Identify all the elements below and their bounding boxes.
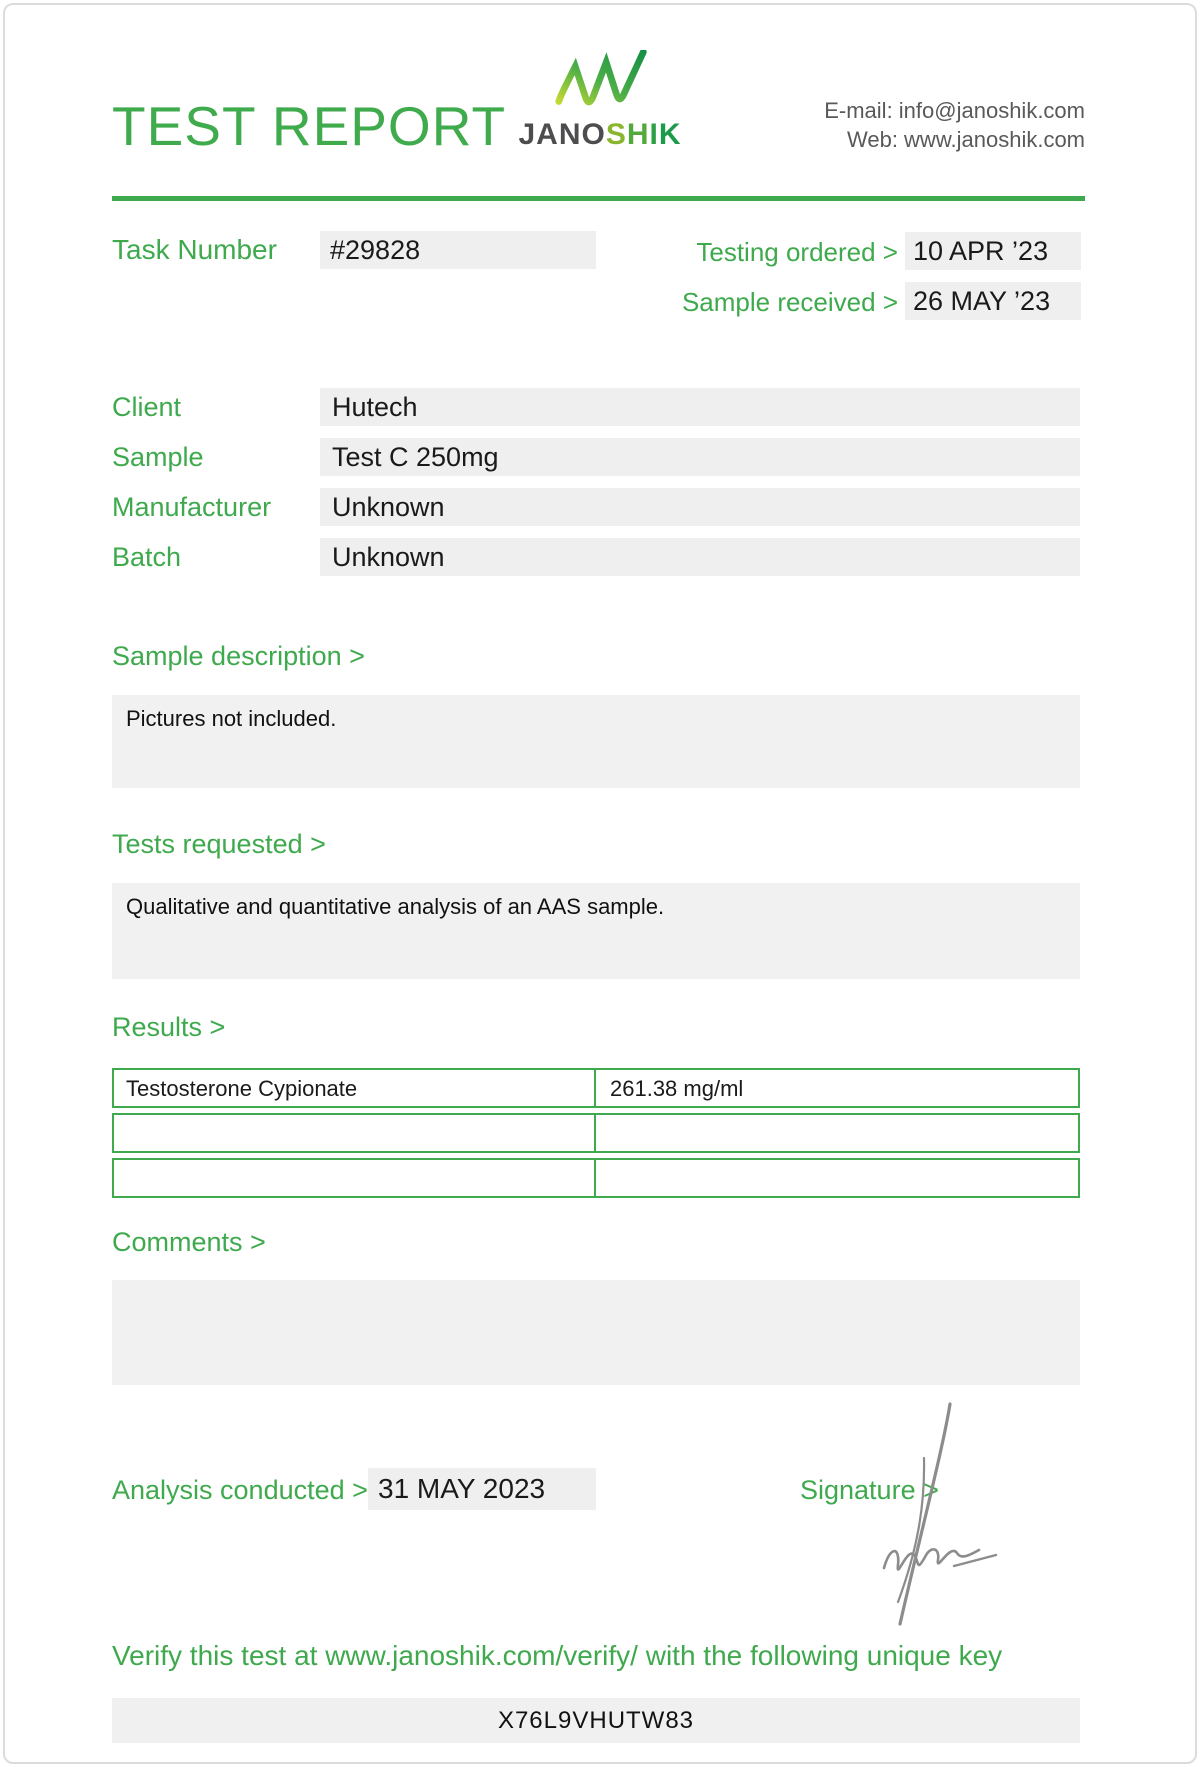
client-value: Hutech <box>320 388 1080 426</box>
results-row <box>112 1158 1080 1198</box>
signature-scribble <box>828 1396 1018 1636</box>
batch-label: Batch <box>112 542 182 572</box>
analysis-conducted-value: 31 MAY 2023 <box>368 1468 596 1510</box>
manufacturer-label: Manufacturer <box>112 492 272 522</box>
batch-value: Unknown <box>320 538 1080 576</box>
sample-description-text: Pictures not included. <box>126 706 337 731</box>
page-title: TEST REPORT <box>112 95 507 157</box>
results-row <box>112 1113 1080 1153</box>
result-concentration: 261.38 mg/ml <box>610 1076 744 1101</box>
analysis-conducted-label: Analysis conducted > <box>112 1475 368 1505</box>
signature-label: Signature > <box>800 1475 939 1505</box>
result-substance <box>114 1115 596 1151</box>
growth-chart-icon <box>550 50 650 116</box>
result-concentration <box>596 1115 1078 1151</box>
task-number-label: Task Number <box>112 234 277 265</box>
sample-description-box <box>112 695 1080 788</box>
logo-wordmark <box>500 118 700 152</box>
logo-text-jano: JANO <box>518 118 606 151</box>
logo-text-h: H <box>626 118 650 151</box>
task-number-value: #29828 <box>320 231 596 269</box>
result-substance: Testosterone Cypionate <box>114 1070 596 1106</box>
testing-ordered-label: Testing ordered > <box>696 237 898 267</box>
logo-text-i: I <box>649 118 659 151</box>
tests-requested-box <box>112 883 1080 979</box>
results-row <box>112 1068 1080 1108</box>
contact-email: E-mail: info@janoshik.com <box>824 98 1085 123</box>
unique-key-value: X76L9VHUTW83 <box>112 1698 1080 1743</box>
tests-requested-label: Tests requested > <box>112 829 326 859</box>
client-label: Client <box>112 392 182 422</box>
results-label: Results > <box>112 1012 226 1042</box>
contact-web: Web: www.janoshik.com <box>846 127 1085 152</box>
tests-requested-text: Qualitative and quantitative analysis of an AAS sample. <box>126 894 665 919</box>
header-divider <box>112 196 1085 201</box>
manufacturer-value: Unknown <box>320 488 1080 526</box>
logo-text-s: S <box>605 118 627 151</box>
sample-value: Test C 250mg <box>320 438 1080 476</box>
contact-block <box>824 96 1085 154</box>
sample-description-label: Sample description > <box>112 641 365 671</box>
verify-instruction: Verify this test at www.janoshik.com/verify/ with the following unique key <box>112 1640 1003 1671</box>
sample-label: Sample <box>112 442 204 472</box>
result-substance <box>114 1160 596 1196</box>
testing-ordered-value: 10 APR ’23 <box>905 232 1081 270</box>
result-concentration <box>596 1160 1078 1196</box>
janoshik-logo <box>500 50 700 152</box>
sample-received-label: Sample received > <box>681 287 898 317</box>
sample-received-value: 26 MAY ’23 <box>905 282 1081 320</box>
results-table <box>112 1068 1080 1203</box>
comments-box <box>112 1280 1080 1385</box>
logo-text-k: K <box>658 118 682 151</box>
comments-label: Comments > <box>112 1227 266 1257</box>
